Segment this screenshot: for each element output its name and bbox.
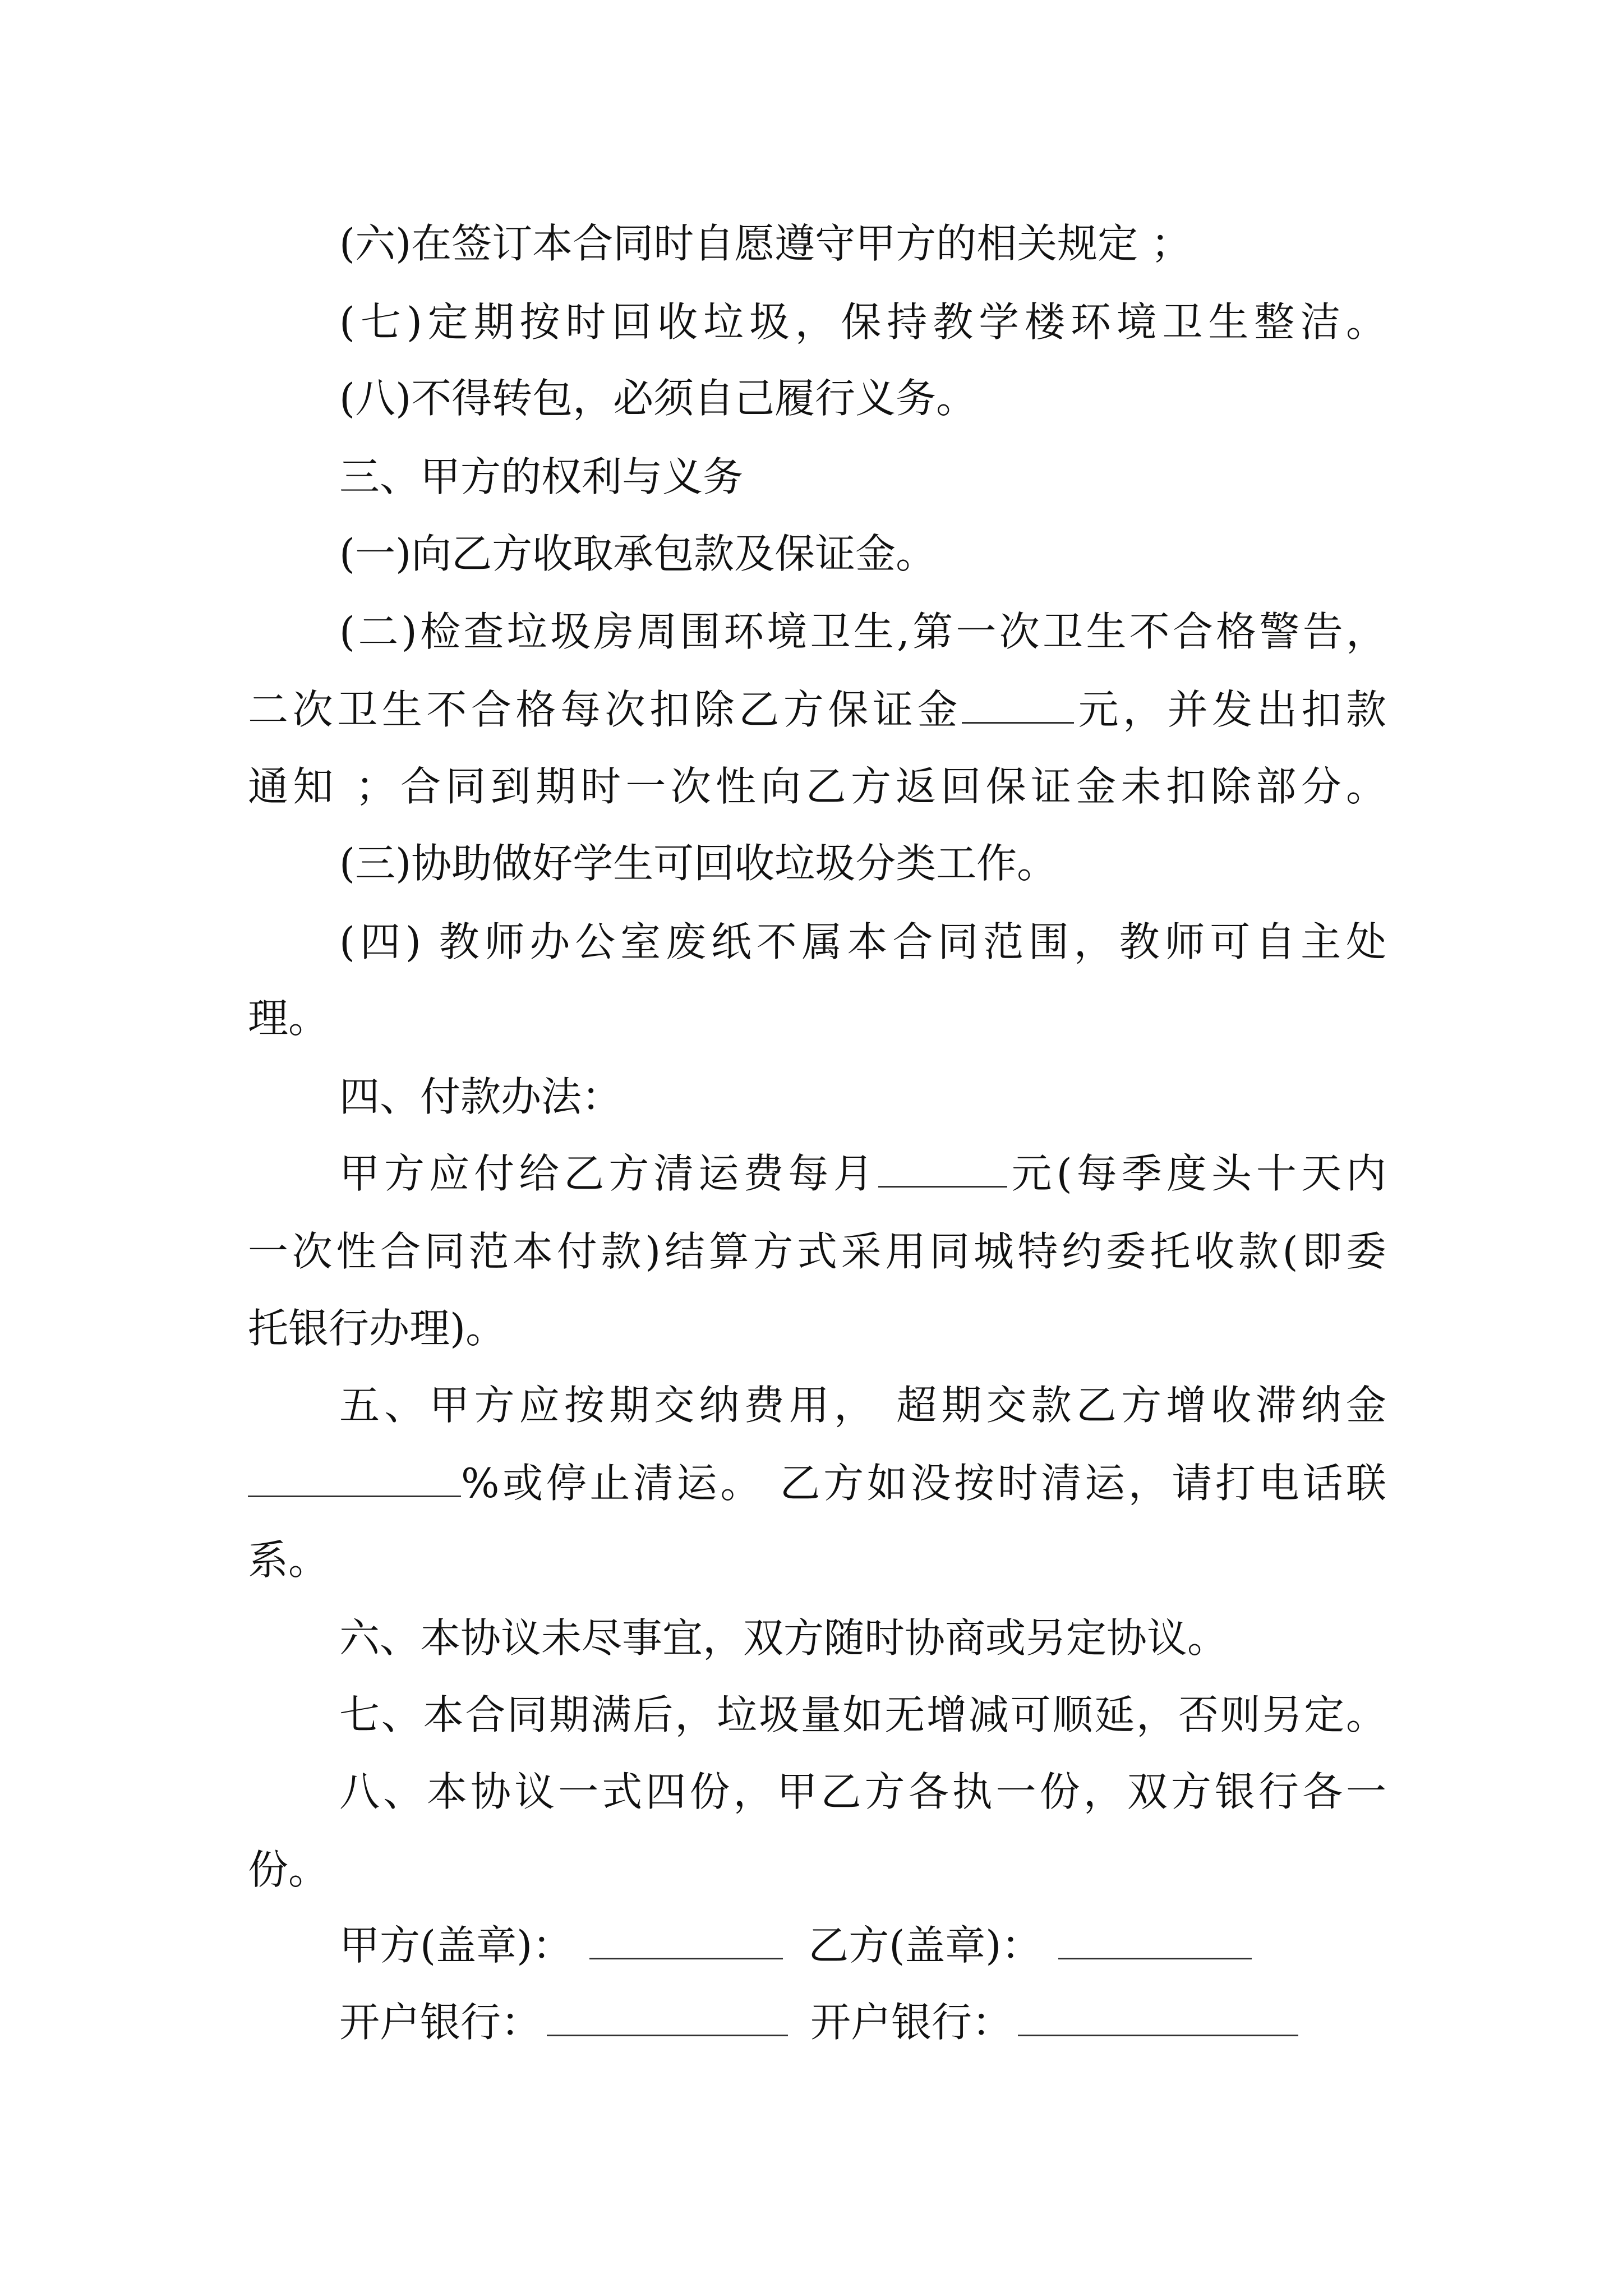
clause-3-4-line2: 理。 (248, 995, 329, 1042)
party-b-label: 乙方(盖章)： (808, 1922, 1042, 1969)
section-5-line3: 系。 (248, 1536, 329, 1584)
section-5-line1: 五、甲方应按期交纳费用， 超期交款乙方增收滞纳金 (339, 1382, 1386, 1429)
clause-3-2-line2 (248, 682, 1386, 738)
clause-7: (七)定期按时回收垃圾，保持教学楼环境卫生整洁。 (339, 298, 1386, 346)
bank-b-label: 开户银行： (810, 1999, 1013, 2046)
payment-line3: 托银行办理)。 (248, 1305, 506, 1352)
clause-8: (八)不得转包，必须自己履行义务。 (339, 375, 977, 422)
section-3-heading: 三、甲方的权利与义务 (339, 453, 744, 500)
clause-6: (六)在签订本合同时自愿遵守甲方的相关规定 ； (339, 220, 1192, 267)
section-5-line2 (248, 1455, 1386, 1511)
party-a-label: 甲方(盖章)： (339, 1922, 573, 1969)
bank-a-blank[interactable] (547, 2000, 788, 2036)
clause-3-3: (三)协助做好学生可回收垃圾分类工作。 (339, 840, 1058, 887)
clause-3-2-line3: 通知 ；合同到期时一次性向乙方返回保证金未扣除部分。 (248, 763, 1386, 810)
section-8-line1: 八、本协议一式四份，甲乙方各执一份，双方银行各一 (339, 1768, 1386, 1815)
bank-row (339, 1994, 1298, 2050)
section-7: 七、本合同期满后，垃圾量如无增减可顺延，否则另定。 (339, 1691, 1386, 1738)
party-b-seal-blank[interactable] (1058, 1923, 1252, 1959)
section-6: 六、本协议未尽事宜，双方随时协商或另定协议。 (339, 1614, 1228, 1662)
payment-line1 (339, 1145, 1386, 1202)
section-4-heading: 四、付款办法： (339, 1073, 623, 1120)
monthly-fee-blank (878, 1151, 1007, 1188)
deposit-amount-blank (962, 687, 1074, 724)
clause-3-2-line1: (二)检查垃圾房周围环境卫生,第一次卫生不合格警告， (339, 608, 1386, 655)
bank-b-blank[interactable] (1018, 2000, 1298, 2036)
late-fee-percent-blank (248, 1461, 461, 1497)
payment-text-a: 甲方应付给乙方清运费每月 (339, 1150, 878, 1197)
section-8-line2: 份。 (248, 1846, 329, 1893)
signature-row (339, 1917, 1252, 1973)
clause-3-2-text-b: 元，并发出扣款 (1074, 686, 1386, 733)
clause-3-2-text-a: 二次卫生不合格每次扣除乙方保证金 (248, 686, 962, 733)
clause-3-1: (一)向乙方收取承包款及保证金。 (339, 530, 937, 577)
payment-line2: 一次性合同范本付款)结算方式采用同城特约委托收款(即委 (248, 1228, 1386, 1275)
payment-text-b: 元(每季度头十天内 (1007, 1150, 1386, 1197)
party-a-seal-blank[interactable] (589, 1923, 783, 1959)
section-5-text: %或停止清运。 乙方如没按时清运，请打电话联 (461, 1460, 1386, 1507)
clause-3-4-line1: (四) 教师办公室废纸不属本合同范围，教师可自主处 (339, 918, 1386, 965)
bank-a-label: 开户银行： (339, 1999, 542, 2046)
